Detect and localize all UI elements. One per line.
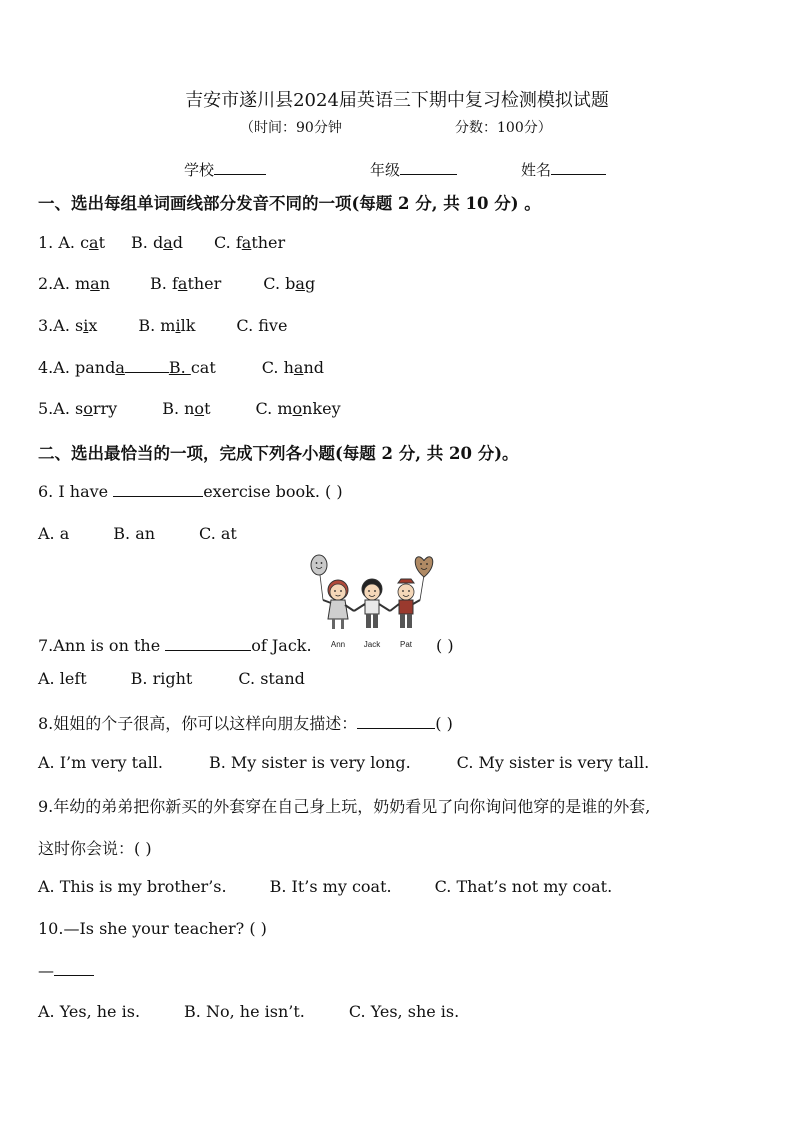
question-3 — [38, 316, 287, 335]
question-10-answer-line: — — [38, 961, 94, 980]
q1-number: 1. — [38, 233, 59, 252]
question-4 — [38, 358, 324, 377]
q2-option-c: C. bag — [263, 274, 316, 293]
exam-time: （时间：90分钟 — [240, 120, 342, 136]
q5-option-a: A. sorry — [53, 399, 118, 418]
q7-option-b: B. right — [130, 669, 193, 688]
q10-option-c: C. Yes, she is. — [348, 1002, 460, 1021]
q2-number: 2. — [38, 274, 54, 293]
q4-option-b: B. cat — [168, 358, 216, 377]
q4-number: 4. — [38, 358, 54, 377]
q3-option-a: A. six — [53, 316, 98, 335]
grade-field — [370, 159, 457, 180]
q8-option-b: B. My sister is very long. — [208, 753, 411, 772]
q4-option-c: C. hand — [261, 358, 324, 377]
question-8: 8.姐姐的个子很高，你可以这样向朋友描述： ( ) — [38, 714, 453, 733]
name-label: 姓名 — [521, 161, 552, 179]
name-field — [521, 159, 606, 180]
question-9-line1: 9.年幼的弟弟把你新买的外套穿在自己身上玩，奶奶看见了向你询问他穿的是谁的外套, — [38, 797, 651, 816]
q8-option-c: C. My sister is very tall. — [456, 753, 650, 772]
q3-number: 3. — [38, 316, 54, 335]
question-6-options — [38, 524, 237, 543]
section2-title: 二、选出最恰当的一项，完成下列各小题(每题 2 分, 共 20 分)。 — [38, 444, 519, 463]
question-7: 7.Ann is on the of Jack. — [38, 636, 312, 655]
jack-figure — [365, 600, 379, 614]
question-1 — [38, 233, 285, 252]
q9-option-b: B. It’s my coat. — [269, 877, 392, 896]
q6-option-c: C. at — [199, 524, 237, 543]
balloon-left — [311, 555, 327, 575]
q2-option-a: A. man — [53, 274, 111, 293]
grade-label: 年级 — [370, 161, 401, 179]
pat-figure — [399, 600, 413, 614]
q1-option-c: C. father — [214, 233, 286, 252]
exam-score: 分数：100分） — [455, 120, 552, 136]
q6-option-a: A. a — [38, 524, 70, 543]
page-title: 吉安市遂川县2024届英语三下期中复习检测模拟试题 — [185, 90, 609, 111]
q3-option-b: B. milk — [138, 316, 196, 335]
label-ann: Ann — [330, 640, 346, 649]
question-8-options — [38, 753, 649, 772]
kids-holding-hands-image — [308, 553, 438, 653]
label-jack: Jack — [363, 640, 381, 649]
school-field — [184, 159, 266, 180]
q2-option-b: B. father — [150, 274, 222, 293]
q5-number: 5. — [38, 399, 54, 418]
q1-option-b: B. dad — [131, 233, 183, 252]
q7-answer-paren: ( ) — [436, 636, 454, 655]
q10-option-b: B. No, he isn’t. — [184, 1002, 305, 1021]
q7-option-a: A. left — [38, 669, 87, 688]
q9-option-c: C. That’s not my coat. — [434, 877, 613, 896]
question-10-options — [38, 1002, 459, 1021]
q4-option-a: A. panda — [53, 358, 125, 377]
q8-option-a: A. I’m very tall. — [38, 753, 163, 772]
question-6: 6. I have exercise book. ( ) — [38, 482, 343, 501]
q10-option-a: A. Yes, he is. — [38, 1002, 141, 1021]
label-pat: Pat — [399, 640, 413, 649]
q6-option-b: B. an — [113, 524, 156, 543]
q9-option-a: A. This is my brother’s. — [38, 877, 227, 896]
balloon-heart — [415, 557, 433, 577]
q7-option-c: C. stand — [238, 669, 305, 688]
school-label: 学校 — [184, 161, 215, 179]
question-9-options — [38, 877, 612, 896]
q1-option-a: A. cat — [58, 233, 106, 252]
question-7-options — [38, 669, 305, 688]
q5-option-c: C. monkey — [255, 399, 341, 418]
question-9-line2: 这时你会说：( ) — [38, 839, 152, 858]
q3-option-c: C. fve — [236, 316, 288, 335]
kids-illustration — [308, 553, 438, 653]
question-10: 10.—Is she your teacher? ( ) — [38, 919, 267, 938]
question-2 — [38, 274, 315, 293]
q5-option-b: B. not — [162, 399, 211, 418]
section1-title: 一、选出每组单词画线部分发音不同的一项(每题 2 分, 共 10 分) 。 — [38, 194, 541, 213]
question-5 — [38, 399, 341, 418]
